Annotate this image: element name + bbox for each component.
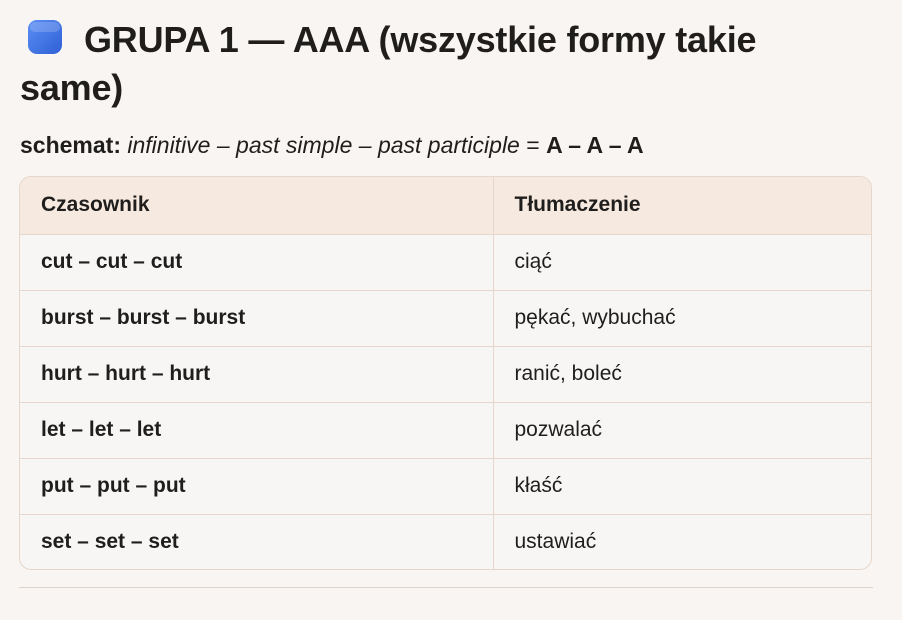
header-verb: Czasownik xyxy=(20,177,493,234)
verb-cell: burst – burst – burst xyxy=(20,290,493,346)
blue-square-icon xyxy=(26,18,64,56)
schema-line xyxy=(20,129,644,161)
schema-result: A – A – A xyxy=(546,132,644,158)
table-row xyxy=(20,514,871,570)
verb-cell: set – set – set xyxy=(20,514,493,570)
verbs-table-container xyxy=(19,176,872,570)
table-row xyxy=(20,402,871,458)
table-row xyxy=(20,458,871,514)
verb-cell: hurt – hurt – hurt xyxy=(20,346,493,402)
schema-equals: = xyxy=(519,132,547,158)
section-divider xyxy=(19,587,873,588)
table-row xyxy=(20,234,871,290)
translation-cell: ranić, boleć xyxy=(493,346,871,402)
table-row xyxy=(20,346,871,402)
table-header-row xyxy=(20,177,871,234)
schema-pattern: infinitive – past simple – past participle xyxy=(127,132,520,158)
header-translation: Tłumaczenie xyxy=(493,177,871,234)
table-row xyxy=(20,290,871,346)
verb-cell: let – let – let xyxy=(20,402,493,458)
translation-cell: ciąć xyxy=(493,234,871,290)
translation-cell: kłaść xyxy=(493,458,871,514)
translation-cell: ustawiać xyxy=(493,514,871,570)
translation-cell: pękać, wybuchać xyxy=(493,290,871,346)
group-title: GRUPA 1 — AAA (wszystkie formy takie same) xyxy=(20,19,757,108)
schema-label: schemat: xyxy=(20,132,121,158)
verb-cell: put – put – put xyxy=(20,458,493,514)
verb-cell: cut – cut – cut xyxy=(41,250,183,273)
verbs-table xyxy=(20,177,871,570)
translation-cell: pozwalać xyxy=(493,402,871,458)
group-heading xyxy=(20,16,860,112)
